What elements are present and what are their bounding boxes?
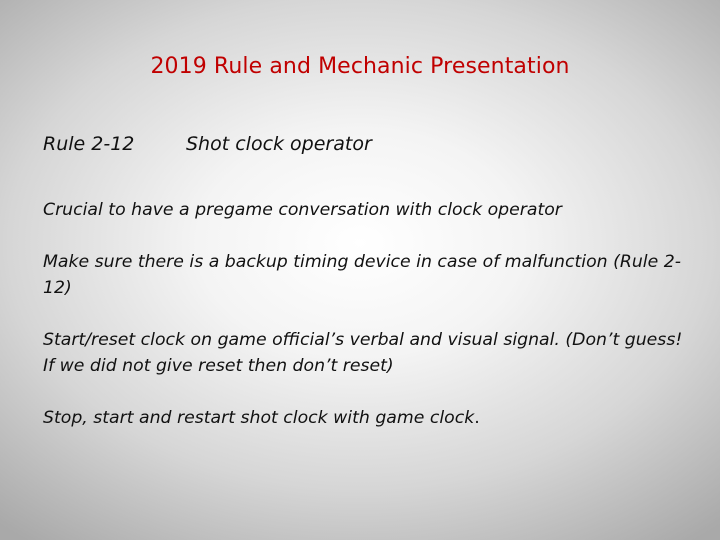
bullet-list (43, 197, 683, 457)
bullet-item-last (43, 405, 683, 431)
slide-title: 2019 Rule and Mechanic Presentation (150, 54, 570, 79)
bullet-item: Make sure there is a backup timing device in case of malfunction (Rule 2-12) (43, 252, 681, 298)
bullet-item: Crucial to have a pregame conversation with clock operator (43, 200, 562, 220)
rule-number: Rule 2-12 (43, 133, 135, 155)
bullet-period: . (474, 408, 480, 428)
bullet-text: Stop, start and restart shot clock with game clock (43, 408, 475, 428)
bullet-item: Start/reset clock on game official’s verbal and visual signal. (Don’t guess! If we did not give reset then don’t reset) (43, 330, 683, 376)
rule-name: Shot clock operator (186, 133, 372, 155)
